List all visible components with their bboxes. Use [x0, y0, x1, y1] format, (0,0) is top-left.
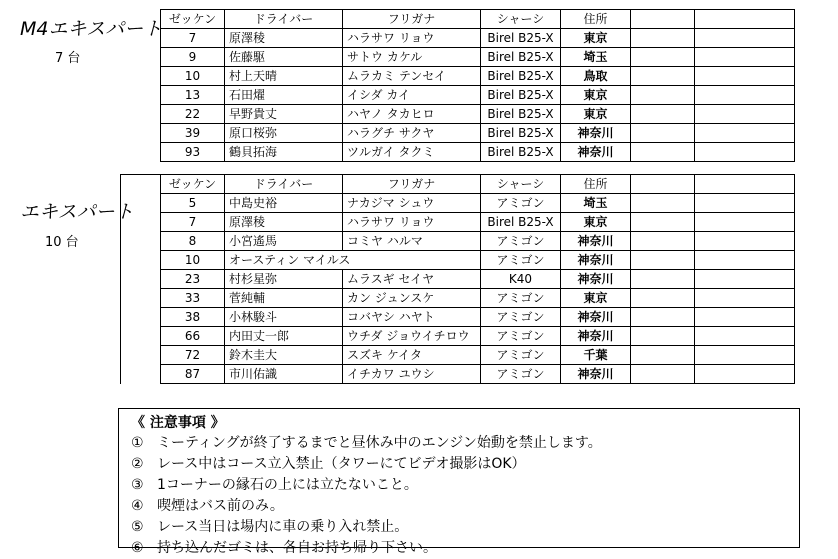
column-header-home-prefecture: 住所 — [561, 175, 631, 194]
driver-kana: ムラカミ テンセイ — [343, 67, 481, 86]
driver-name: 原口桜弥 — [225, 124, 343, 143]
home-prefecture: 神奈川 — [561, 124, 631, 143]
empty-cell — [631, 365, 695, 384]
driver-name: 市川佑識 — [225, 365, 343, 384]
empty-cell — [695, 232, 795, 251]
home-prefecture: 神奈川 — [561, 251, 631, 270]
driver-kana: カン ジュンスケ — [343, 289, 481, 308]
column-header-bib-number: ゼッケン — [161, 10, 225, 29]
table-row — [121, 232, 795, 251]
empty-cell — [695, 270, 795, 289]
empty-cell — [695, 346, 795, 365]
empty-cell — [631, 270, 695, 289]
empty-cell — [631, 10, 695, 29]
table-header-row — [161, 10, 795, 29]
home-prefecture: 神奈川 — [561, 327, 631, 346]
chassis: Birel B25-X — [481, 29, 561, 48]
chassis: アミゴン — [481, 365, 561, 384]
empty-cell — [695, 10, 795, 29]
note-item — [131, 454, 799, 475]
notes-title: 《 注意事項 》 — [131, 415, 225, 431]
chassis: Birel B25-X — [481, 213, 561, 232]
chassis: アミゴン — [481, 289, 561, 308]
table-row — [161, 143, 795, 162]
empty-cell — [695, 251, 795, 270]
gap-cell — [121, 251, 161, 270]
bib-number: 10 — [161, 251, 225, 270]
expert-class-label: エキスパート — [20, 201, 134, 223]
driver-kana: イシダ カイ — [343, 86, 481, 105]
empty-cell — [631, 86, 695, 105]
notes-box — [118, 408, 800, 556]
note-text: レース中はコース立入禁止（タワーにてビデオ撮影はOK） — [157, 456, 526, 472]
column-header-chassis: シャーシ — [481, 175, 561, 194]
home-prefecture: 東京 — [561, 289, 631, 308]
driver-kana: サトウ カケル — [343, 48, 481, 67]
chassis: アミゴン — [481, 194, 561, 213]
bib-number: 22 — [161, 105, 225, 124]
table-row — [121, 346, 795, 365]
empty-cell — [631, 346, 695, 365]
driver-kana: ハヤノ タカヒロ — [343, 105, 481, 124]
home-prefecture: 東京 — [561, 105, 631, 124]
home-prefecture: 埼玉 — [561, 194, 631, 213]
empty-cell — [695, 365, 795, 384]
driver-kana: ナカジマ シュウ — [343, 194, 481, 213]
driver-name: 菅純輔 — [225, 289, 343, 308]
chassis: Birel B25-X — [481, 67, 561, 86]
table-row — [161, 86, 795, 105]
table-row — [161, 124, 795, 143]
notes-list — [131, 433, 799, 559]
empty-cell — [631, 308, 695, 327]
home-prefecture: 千葉 — [561, 346, 631, 365]
empty-cell — [631, 124, 695, 143]
empty-cell — [695, 327, 795, 346]
driver-kana: ウチダ ジョウイチロウ — [343, 327, 481, 346]
table-row — [121, 270, 795, 289]
table-row — [121, 194, 795, 213]
home-prefecture: 神奈川 — [561, 232, 631, 251]
bib-number: 39 — [161, 124, 225, 143]
empty-cell — [695, 29, 795, 48]
home-prefecture: 神奈川 — [561, 308, 631, 327]
empty-cell — [631, 143, 695, 162]
empty-cell — [695, 67, 795, 86]
gap-cell — [121, 346, 161, 365]
gap-cell — [121, 232, 161, 251]
gap-cell — [121, 175, 161, 194]
note-number: ① — [131, 435, 144, 451]
chassis: Birel B25-X — [481, 105, 561, 124]
driver-kana: コミヤ ハルマ — [343, 232, 481, 251]
note-item — [131, 475, 799, 496]
chassis: Birel B25-X — [481, 86, 561, 105]
driver-name: 小林駿斗 — [225, 308, 343, 327]
empty-cell — [695, 308, 795, 327]
gap-cell — [121, 327, 161, 346]
empty-cell — [631, 327, 695, 346]
column-header-driver-name: ドライバー — [225, 10, 343, 29]
driver-name: 内田丈一郎 — [225, 327, 343, 346]
driver-kana: ハラサワ リョウ — [343, 213, 481, 232]
chassis: アミゴン — [481, 232, 561, 251]
bib-number: 66 — [161, 327, 225, 346]
empty-cell — [695, 105, 795, 124]
empty-cell — [631, 194, 695, 213]
bib-number: 5 — [161, 194, 225, 213]
bib-number: 93 — [161, 143, 225, 162]
bib-number: 9 — [161, 48, 225, 67]
table-row — [161, 29, 795, 48]
bib-number: 38 — [161, 308, 225, 327]
driver-name: 鶴貝拓海 — [225, 143, 343, 162]
driver-name: オースティン マイルス — [225, 251, 481, 270]
expert-count-label: 10 台 — [45, 235, 79, 250]
note-text: ミーティングが終了するまでと昼休み中のエンジン始動を禁止します。 — [157, 435, 602, 451]
home-prefecture: 東京 — [561, 86, 631, 105]
empty-cell — [631, 175, 695, 194]
gap-cell — [121, 213, 161, 232]
home-prefecture: 神奈川 — [561, 365, 631, 384]
empty-cell — [631, 105, 695, 124]
driver-name: 早野貴丈 — [225, 105, 343, 124]
driver-kana: スズキ ケイタ — [343, 346, 481, 365]
bib-number: 87 — [161, 365, 225, 384]
bib-number: 13 — [161, 86, 225, 105]
driver-kana: ハラグチ サクヤ — [343, 124, 481, 143]
column-header-home-prefecture: 住所 — [561, 10, 631, 29]
chassis: K40 — [481, 270, 561, 289]
note-number: ⑥ — [131, 540, 144, 556]
gap-cell — [121, 194, 161, 213]
column-header-bib-number: ゼッケン — [161, 175, 225, 194]
driver-name: 原澤稜 — [225, 213, 343, 232]
note-text: レース当日は場内に車の乗り入れ禁止。 — [157, 519, 409, 535]
table-row — [161, 48, 795, 67]
empty-cell — [631, 213, 695, 232]
table-row — [161, 105, 795, 124]
gap-cell — [121, 365, 161, 384]
empty-cell — [695, 213, 795, 232]
column-header-driver-name: ドライバー — [225, 175, 343, 194]
bib-number: 8 — [161, 232, 225, 251]
chassis: アミゴン — [481, 251, 561, 270]
driver-kana: ムラスギ セイヤ — [343, 270, 481, 289]
chassis: アミゴン — [481, 327, 561, 346]
table-header-row — [121, 175, 795, 194]
note-text: 1コーナーの縁石の上には立たないこと。 — [157, 477, 418, 493]
table-row — [121, 308, 795, 327]
expert-entry-table — [120, 174, 795, 384]
gap-cell — [121, 289, 161, 308]
note-number: ② — [131, 456, 144, 472]
driver-name: 村上天晴 — [225, 67, 343, 86]
note-number: ③ — [131, 477, 144, 493]
driver-kana: ツルガイ タクミ — [343, 143, 481, 162]
chassis: アミゴン — [481, 308, 561, 327]
table-row — [121, 327, 795, 346]
column-header-chassis: シャーシ — [481, 10, 561, 29]
empty-cell — [695, 48, 795, 67]
empty-cell — [631, 29, 695, 48]
table-row — [121, 251, 795, 270]
bib-number: 7 — [161, 213, 225, 232]
table-row — [121, 289, 795, 308]
m4-entry-table — [160, 9, 795, 162]
table-row — [121, 213, 795, 232]
note-number: ④ — [131, 498, 144, 514]
driver-name: 原澤稜 — [225, 29, 343, 48]
note-number: ⑤ — [131, 519, 144, 535]
home-prefecture: 東京 — [561, 213, 631, 232]
empty-cell — [631, 251, 695, 270]
home-prefecture: 神奈川 — [561, 143, 631, 162]
empty-cell — [695, 194, 795, 213]
home-prefecture: 鳥取 — [561, 67, 631, 86]
empty-cell — [695, 175, 795, 194]
note-text: 喫煙はバス前のみ。 — [157, 498, 284, 514]
driver-kana: コバヤシ ハヤト — [343, 308, 481, 327]
empty-cell — [631, 48, 695, 67]
table-row — [161, 67, 795, 86]
home-prefecture: 東京 — [561, 29, 631, 48]
empty-cell — [695, 289, 795, 308]
table-row — [121, 365, 795, 384]
driver-name: 村杉星弥 — [225, 270, 343, 289]
driver-name: 鈴木圭大 — [225, 346, 343, 365]
driver-kana: イチカワ ユウシ — [343, 365, 481, 384]
driver-name: 小宮遙馬 — [225, 232, 343, 251]
bib-number: 7 — [161, 29, 225, 48]
bib-number: 33 — [161, 289, 225, 308]
driver-name: 石田燿 — [225, 86, 343, 105]
empty-cell — [631, 67, 695, 86]
home-prefecture: 埼玉 — [561, 48, 631, 67]
gap-cell — [121, 308, 161, 327]
empty-cell — [631, 232, 695, 251]
driver-name: 佐藤駆 — [225, 48, 343, 67]
bib-number: 23 — [161, 270, 225, 289]
column-header-driver-kana: フリガナ — [343, 10, 481, 29]
m4-count-label: 7 台 — [55, 51, 81, 66]
empty-cell — [695, 86, 795, 105]
note-item — [131, 433, 799, 454]
note-text: 持ち込んだゴミは、各自お持ち帰り下さい。 — [157, 540, 437, 556]
gap-cell — [121, 270, 161, 289]
chassis: Birel B25-X — [481, 48, 561, 67]
note-item — [131, 517, 799, 538]
chassis: Birel B25-X — [481, 143, 561, 162]
bib-number: 72 — [161, 346, 225, 365]
empty-cell — [631, 289, 695, 308]
bib-number: 10 — [161, 67, 225, 86]
chassis: Birel B25-X — [481, 124, 561, 143]
note-item — [131, 538, 799, 559]
driver-name: 中島史裕 — [225, 194, 343, 213]
driver-kana: ハラサワ リョウ — [343, 29, 481, 48]
m4-class-label: M4エキスパート — [20, 18, 163, 40]
note-item — [131, 496, 799, 517]
column-header-driver-kana: フリガナ — [343, 175, 481, 194]
empty-cell — [695, 143, 795, 162]
chassis: アミゴン — [481, 346, 561, 365]
empty-cell — [695, 124, 795, 143]
home-prefecture: 神奈川 — [561, 270, 631, 289]
